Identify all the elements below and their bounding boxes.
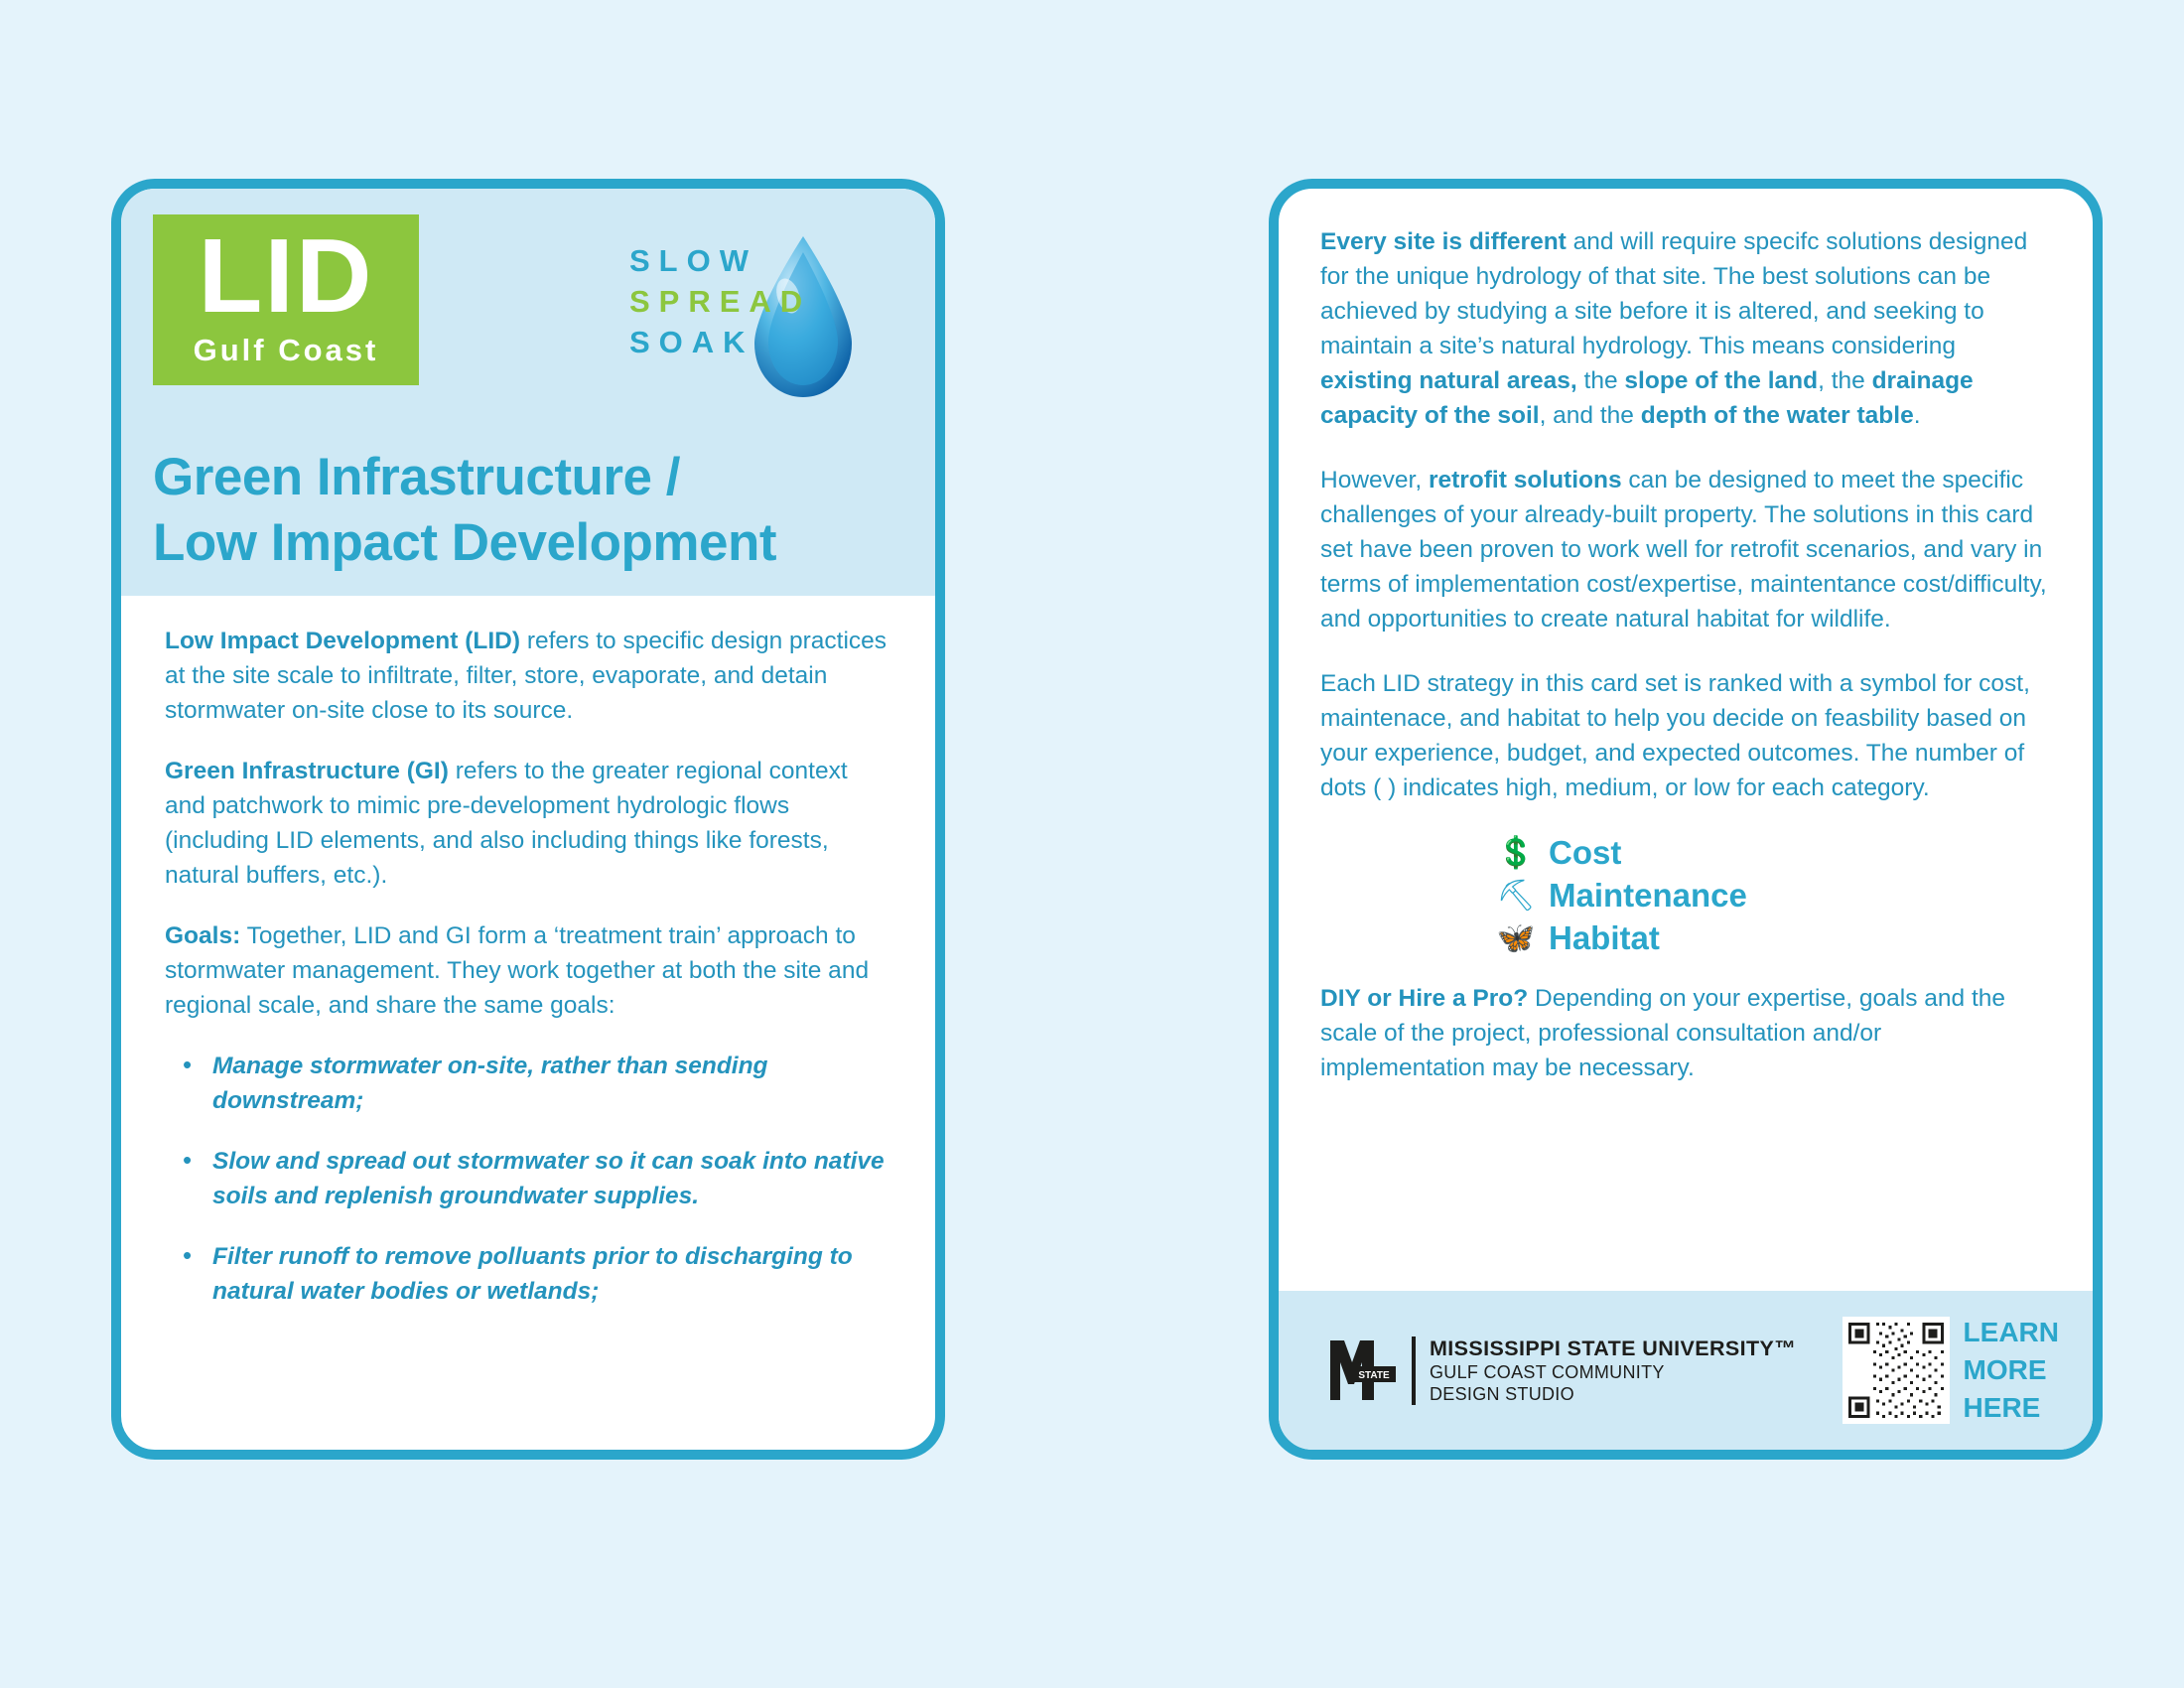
- svg-text:STATE: STATE: [1358, 1370, 1390, 1381]
- lid-logo-subtitle: Gulf Coast: [193, 333, 379, 367]
- gi-definition-paragraph: [165, 754, 891, 893]
- lid-definition-rest: refers to specific design practices at the site scale to infiltrate, filter, store, evaporate, and detain stormwater on-site close to its source.: [165, 628, 887, 724]
- front-title-line-2: Low Impact Development: [153, 513, 777, 572]
- goals-paragraph: [165, 918, 891, 1023]
- every-site-text-5: .: [1913, 402, 1921, 429]
- list-item: • Slow and spread out stormwater so it can soak into native soils and replenish groundwater supplies.: [165, 1144, 891, 1213]
- slow-spread-soak-words: [629, 240, 811, 362]
- ranking-paragraph: Each LID strategy in this card set is ranked with a symbol for cost, maintenace, and habitat to help you decide on feasbility based on your experience, budget, and expected outcomes. The number of dots ( ) indicates high, medium, or low for each category.: [1320, 670, 2030, 801]
- water-table-bold: depth of the water table: [1640, 402, 1914, 429]
- lid-logo-word: LID: [198, 217, 374, 335]
- msu-line-3: DESIGN STUDIO: [1430, 1383, 1574, 1404]
- every-site-text-2: the: [1576, 367, 1625, 394]
- every-site-text-1: and will require specifc solutions designed for the unique hydrology of that site. The best solutions can be achieved by studying a site before it is altered, and seeking to maintain a site’s natural hydrology. This means considering: [1320, 228, 2028, 359]
- every-site-lead: Every site is different: [1320, 228, 1567, 255]
- front-title-line-1: Green Infrastructure /: [153, 448, 680, 506]
- retrofit-text-1: However,: [1320, 467, 1429, 493]
- msu-line-1: MISSISSIPPI STATE UNIVERSITY™: [1430, 1336, 1797, 1360]
- msu-bulldog-m-icon: [1326, 1336, 1400, 1404]
- every-site-text-3: , the: [1818, 367, 1872, 394]
- legend-row-habitat: [1489, 920, 2051, 955]
- legend-row-cost: [1489, 835, 2051, 870]
- every-site-paragraph: [1320, 224, 2051, 433]
- msu-logo-block: [1326, 1336, 1796, 1405]
- spread-word: SPREAD: [629, 284, 812, 319]
- learn-more-block[interactable]: [1843, 1314, 2059, 1427]
- list-item: • Manage stormwater on-site, rather than sending downstream;: [165, 1049, 891, 1118]
- legend-label-maintenance: Maintenance: [1549, 877, 1747, 914]
- msu-wordmark: [1412, 1336, 1796, 1405]
- goals-rest: Together, LID and GI form a ‘treatment train’ approach to stormwater management. They work together at both the site and regional scale, and share the same goals:: [165, 922, 870, 1019]
- lid-back-card: [1269, 179, 2103, 1460]
- learn-more-line-1: LEARN: [1963, 1317, 2059, 1347]
- goals-bullet-list: [165, 1049, 891, 1309]
- retrofit-solutions-bold: retrofit solutions: [1428, 467, 1622, 493]
- slope-of-the-land-bold: slope of the land: [1624, 367, 1819, 394]
- lid-definition-paragraph: [165, 624, 891, 728]
- retrofit-text-2: can be designed to meet the specific challenges of your already-built property. The solutions in this card set have been proven to work well for retrofit scenarios, and vary in terms of implementation cost/expertise, maintentance cost/difficulty, and opportunities to create natural habitat for wildlife.: [1320, 467, 2047, 633]
- gi-definition-rest: refers to the greater regional context and patchwork to mimic pre-development hydrologic flows (including LID elements, and also including things like forests, natural buffers, etc.).: [165, 758, 848, 889]
- back-card-body: [1279, 189, 2093, 1125]
- lid-gulf-coast-logo: [153, 214, 419, 385]
- legend-label-habitat: Habitat: [1549, 919, 1660, 956]
- front-card-body: [121, 596, 935, 1354]
- learn-more-line-3: HERE: [1963, 1392, 2041, 1423]
- legend-row-maintenance: [1489, 878, 2051, 913]
- learn-more-label[interactable]: [1964, 1314, 2059, 1427]
- legend-label-cost: Cost: [1549, 834, 1622, 871]
- soak-word: SOAK: [629, 325, 754, 359]
- qr-code-icon[interactable]: [1843, 1317, 1950, 1424]
- butterfly-icon: 🦋: [1496, 920, 1536, 955]
- msu-line-2: GULF COAST COMMUNITY: [1430, 1361, 1665, 1382]
- slow-spread-soak-logo: [621, 226, 889, 415]
- diy-lead: DIY or Hire a Pro?: [1320, 985, 1529, 1012]
- learn-more-line-2: MORE: [1963, 1354, 2047, 1385]
- back-card-footer: [1279, 1291, 2093, 1450]
- lid-front-card: [111, 179, 945, 1460]
- diy-paragraph: [1320, 981, 2051, 1085]
- front-card-title: [153, 445, 776, 576]
- diy-text: Depending on your expertise, goals and the scale of the project, professional consultation and/or implementation may be necessary.: [1320, 985, 2006, 1081]
- lid-definition-lead: Low Impact Development (LID): [165, 628, 521, 654]
- every-site-text-4: , and the: [1539, 402, 1641, 429]
- money-icon: 💲: [1496, 835, 1536, 870]
- goals-lead: Goals:: [165, 922, 241, 949]
- ranking-legend: [1320, 835, 2051, 955]
- existing-natural-areas-bold: existing natural areas,: [1320, 367, 1577, 394]
- front-card-header: [121, 189, 935, 596]
- list-item: • Filter runoff to remove polluants prior to discharging to natural water bodies or wetlands;: [165, 1239, 891, 1309]
- retrofit-paragraph: [1320, 463, 2051, 636]
- drainage-capacity-bold: drainage capacity of the soil: [1320, 367, 1974, 429]
- maintenance-worker-icon: ⛏: [1496, 878, 1536, 913]
- gi-definition-lead: Green Infrastructure (GI): [165, 758, 449, 784]
- slow-word: SLOW: [629, 243, 757, 278]
